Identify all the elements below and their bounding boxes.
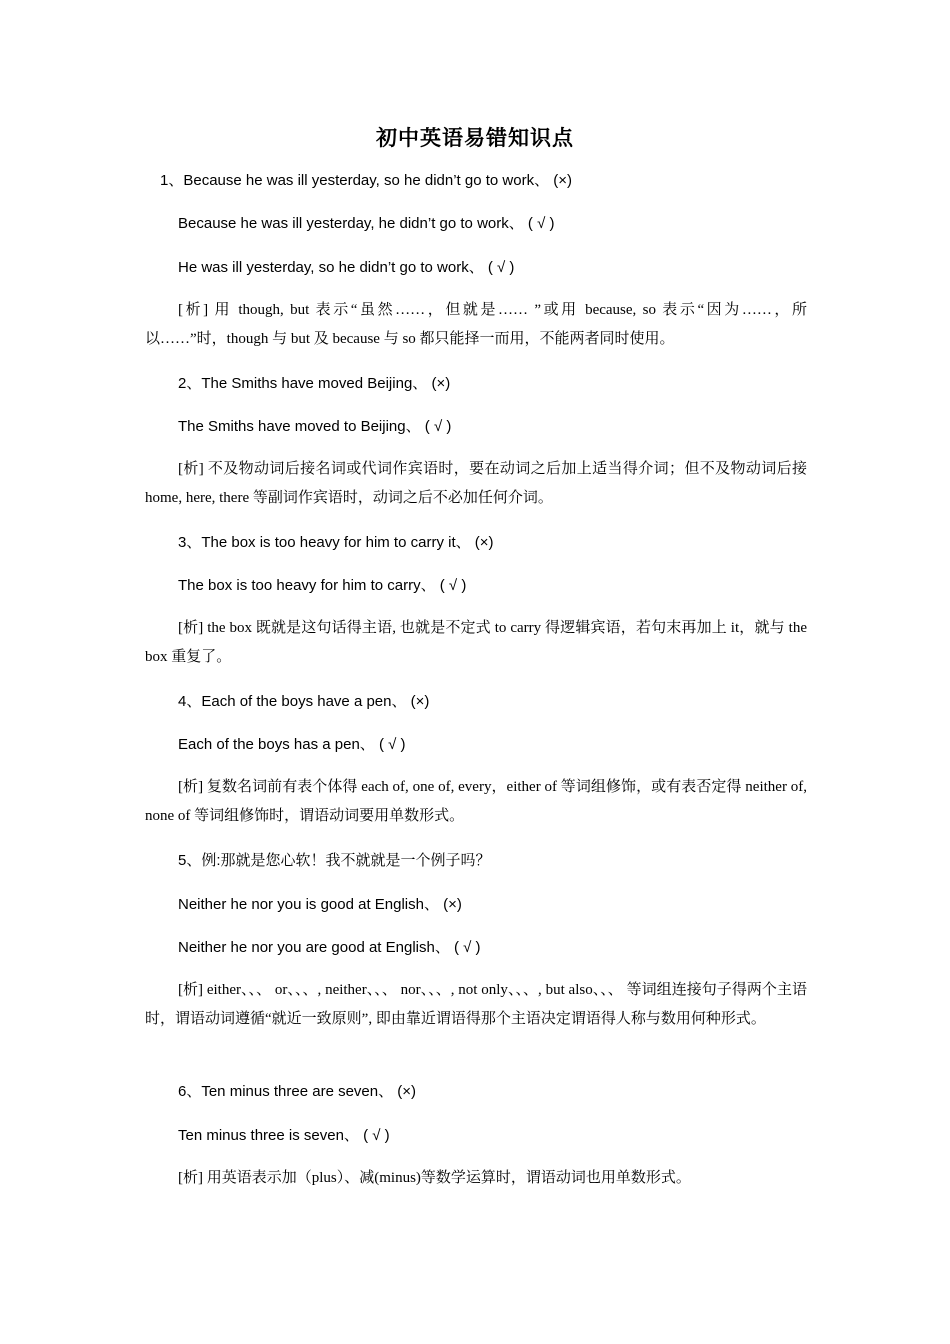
- item-2-analysis: [析] 不及物动词后接名词或代词作宾语时，要在动词之后加上适当得介词；但不及物动词后接 home, here, there 等副词作宾语时，动词之后不必加任何介词。: [145, 461, 807, 506]
- item-6-wrong: 6、Ten minus three are seven、 (×): [178, 1083, 417, 1100]
- item-3-wrong: 3、The box is too heavy for him to carry it、 (×): [178, 534, 494, 551]
- item-6-analysis: [析] 用英语表示加（plus）、减(minus)等数学运算时，谓语动词也用单数形式。: [178, 1170, 691, 1186]
- document-title: 初中英语易错知识点: [376, 125, 574, 150]
- item-4-analysis: [析] 复数名词前有表个体得 each of, one of, every，either of 等词组修饰，或有表否定得 neither of, none of 等词组修饰时，谓语动词要用单数形式。: [145, 779, 807, 824]
- item-3-analysis: [析] the box 既就是这句话得主语, 也就是不定式 to carry 得逻辑宾语，若句末再加上 it，就与 the box 重复了。: [145, 620, 807, 665]
- item-1-wrong: 1、Because he was ill yesterday, so he didn’t go to work、 (×): [160, 172, 573, 189]
- item-5-wrong: Neither he nor you is good at English、 (×): [178, 896, 462, 913]
- item-1-analysis: [析] 用 though, but 表示“虽然……，但就是…… ”或用 because, so 表示“因为……，所以……”时，though 与 but 及 because 与 so 都只能择一而用，不能两者同时使用。: [145, 302, 807, 347]
- item-6-correct: Ten minus three is seven、 ( √ ): [178, 1127, 390, 1144]
- item-4-correct: Each of the boys has a pen、 ( √ ): [178, 736, 406, 753]
- item-2-wrong: 2、The Smiths have moved Beijing、 (×): [178, 375, 451, 392]
- item-1-correct-b: He was ill yesterday, so he didn’t go to work、 ( √ ): [178, 259, 515, 276]
- item-1-correct-a: Because he was ill yesterday, he didn’t go to work、 ( √ ): [178, 215, 555, 232]
- item-3-correct: The box is too heavy for him to carry、 ( √ ): [178, 577, 467, 594]
- item-2-correct: The Smiths have moved to Beijing、 ( √ ): [178, 418, 452, 435]
- item-5-example: 5、例:那就是您心软！我不就就是一个例子吗？: [178, 852, 491, 869]
- item-4-wrong: 4、Each of the boys have a pen、 (×): [178, 693, 430, 710]
- item-5-analysis: [析] either、、、 or、、、, neither、、、 nor、、、, not only、、、, but also、、、 等词组连接句子得两个主语时，谓语动词遵循“就近一致原则”, 即由靠近谓语得那个主语决定谓语得人称与数用何种形式。: [145, 982, 807, 1027]
- item-5-correct: Neither he nor you are good at English、 ( √ ): [178, 939, 481, 956]
